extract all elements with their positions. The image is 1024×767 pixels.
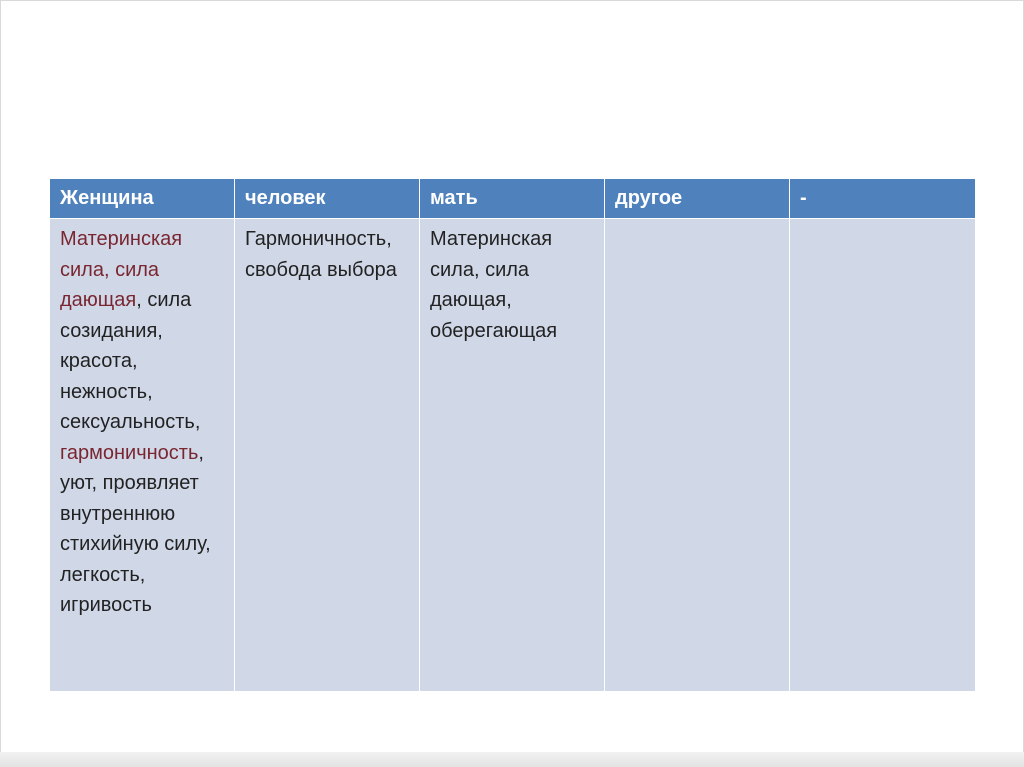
cell-person-text: Гармоничность, свобода выбора (245, 228, 397, 281)
slide-bottom-edge (0, 752, 1024, 767)
text-segment-accent: Материнская сила, сила дающая (60, 228, 183, 311)
table-row (50, 219, 976, 692)
header-dash: - (790, 179, 976, 219)
comparison-table (49, 178, 976, 692)
text-segment: , уют, проявляет внутреннюю стихийную силу, легкость, игривость (60, 441, 211, 616)
cell-mother-text: Материнская сила, сила дающая, оберегающая (430, 228, 558, 342)
header-other: другое (605, 179, 790, 219)
cell-dash (790, 219, 976, 692)
cell-woman-text (60, 224, 228, 621)
cell-person (235, 219, 420, 692)
cell-mother (420, 219, 605, 692)
header-woman: Женщина (50, 179, 235, 219)
text-segment: , сила созидания, красота, нежность, сексуальность, (60, 289, 201, 433)
header-person: человек (235, 179, 420, 219)
header-mother: мать (420, 179, 605, 219)
cell-woman (50, 219, 235, 692)
text-segment-accent: гармоничность (60, 441, 199, 464)
table-header-row (50, 179, 976, 219)
cell-other (605, 219, 790, 692)
